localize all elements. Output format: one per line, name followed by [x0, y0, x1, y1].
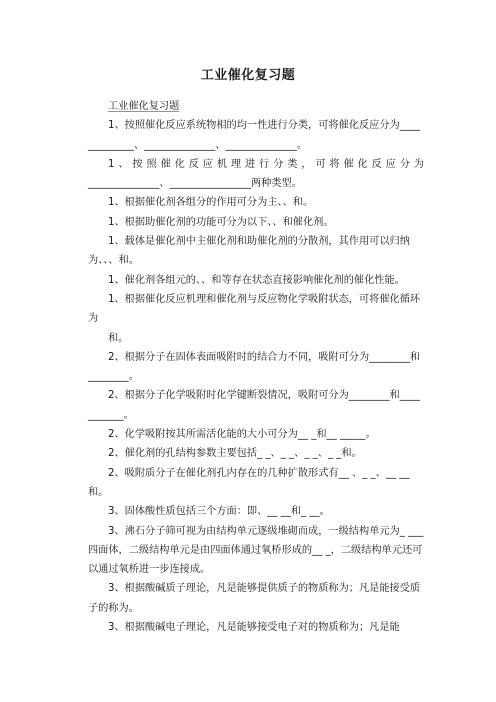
paragraph: 2、化学吸附按其所需活化能的大小可分为__ _和__ _____。 [108, 429, 376, 441]
paragraph: 3、固体酸性质包括三个方面：即、__ __和_ __。 [108, 506, 330, 518]
paragraph: 2、根据分子在固体表面吸附时的结合力不同，吸附可分为________和________。 [88, 351, 421, 383]
paragraph: ______________、________________两种类型。 [88, 178, 302, 190]
paragraph: 1、催化剂各组元的、、和等存在状态直接影响催化剂的催化性能。 [108, 274, 405, 286]
paragraph: 1、按照催化反应机理进行分类，可将催化反应分为 [108, 158, 424, 170]
paragraph: 3、根据酸碱质子理论，凡是能够提供质子的物质称为；凡是能接受质子的称为。 [88, 583, 421, 614]
paragraph: 2、催化剂的孔结构参数主要包括_ _、_ _、_ _、_ _和。 [108, 448, 362, 460]
paragraph: 1、载体是催化剂中主催化剂和助催化剂的分散剂，其作用可以归纳为、、、和。 [88, 236, 410, 267]
paragraph: 1、按照催化反应系统物相的均一性进行分类，可将催化反应分为____ _________、______________、______________。 [88, 120, 421, 151]
document-subtitle[interactable]: 工业催化复习题 [108, 101, 180, 112]
paragraph: 3、沸石分子筛可视为由结构单元逐级堆砌而成，一级结构单元为_ ___四面体，二级结构单元是由四面体通过氧桥形成的__ _，二级结构单元还可以通过氧桥进一步连接成。 [88, 525, 424, 576]
paragraph: 3、根据酸碱电子理论，凡是能够接受电子对的物质称为；凡是能 [108, 622, 400, 634]
document-title: 工业催化复习题 [200, 68, 296, 83]
paragraph: 2、根据分子化学吸附时化学键断裂情况，吸附可分为________和___________。 [88, 390, 421, 421]
paragraph: 1、根据助催化剂的功能可分为以下、、和催化剂。 [108, 216, 334, 228]
paragraph: 2、吸附质分子在催化剂孔内存在的几种扩散形式有__ 、_ _、__ __和。 [88, 467, 410, 498]
paragraph: 和。 [108, 332, 129, 344]
paragraph: 1、根据催化反应机理和催化剂与反应物化学吸附状态，可将催化循环为 [88, 293, 421, 325]
paragraph: 1、根据催化剂各组分的作用可分为主、、和。 [108, 197, 314, 209]
